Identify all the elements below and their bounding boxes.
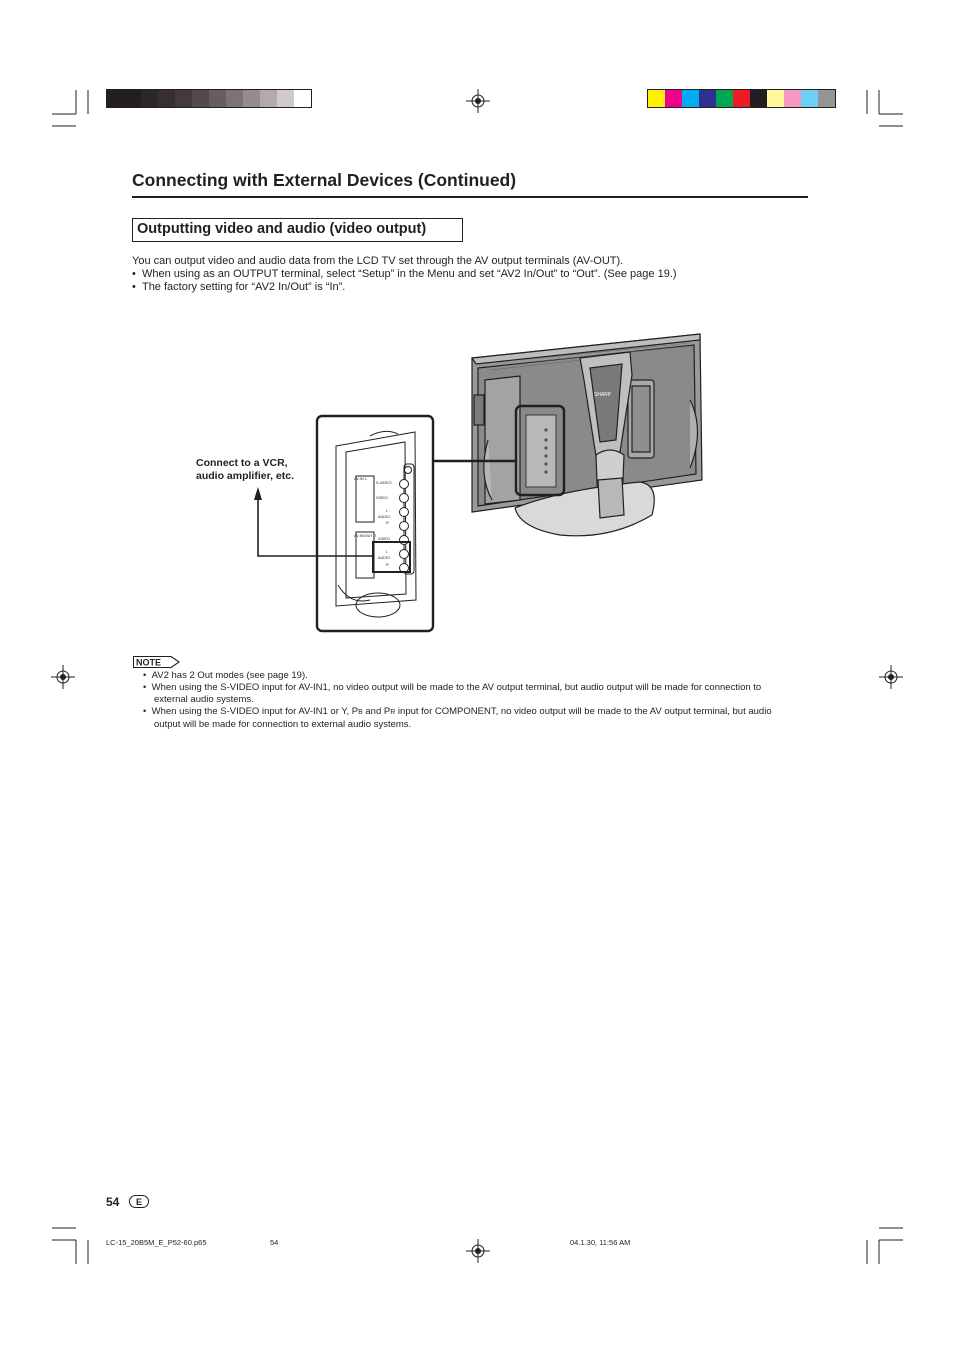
calibration-swatch bbox=[767, 90, 784, 107]
note-item: • When using the S-VIDEO input for AV-IN1, no video output will be made to the AV output terminal, but audio output will be made for connection to external audio systems. bbox=[143, 682, 762, 705]
calibration-swatch bbox=[818, 90, 835, 107]
language-badge: E bbox=[129, 1195, 149, 1208]
section-title: Outputting video and audio (video output) bbox=[137, 221, 427, 237]
calibration-swatch bbox=[750, 90, 767, 107]
registration-mark-left bbox=[51, 665, 75, 689]
brand-logo: SHARP bbox=[594, 392, 612, 398]
page-number: 54 bbox=[106, 1195, 120, 1209]
label-r-2: R bbox=[386, 563, 389, 567]
calibration-swatch bbox=[784, 90, 801, 107]
intro-bullet: • The factory setting for “AV2 In/Out” is “In”. bbox=[132, 281, 346, 293]
label-audio: AUDIO bbox=[378, 515, 391, 519]
calibration-swatch bbox=[175, 90, 192, 107]
intro-text bbox=[132, 255, 812, 294]
note-label bbox=[133, 656, 181, 668]
registration-mark-right bbox=[879, 665, 903, 689]
tv-rear-view bbox=[472, 334, 702, 536]
callout-line-2: audio amplifier, etc. bbox=[196, 470, 295, 482]
calibration-swatch bbox=[243, 90, 260, 107]
notes-list bbox=[143, 670, 793, 731]
footer-timestamp: 04.1.30, 11:56 AM bbox=[570, 1238, 631, 1247]
calibration-swatch bbox=[648, 90, 665, 107]
callout-text bbox=[196, 457, 326, 483]
calibration-swatch bbox=[682, 90, 699, 107]
calibration-swatch bbox=[801, 90, 818, 107]
footer-filename: LC-15_20B5M_E_P52-60.p65 bbox=[106, 1238, 207, 1247]
intro-paragraph: You can output video and audio data from the LCD TV set through the AV output terminals (AV-OUT). bbox=[132, 255, 624, 267]
registration-mark-top bbox=[466, 89, 490, 113]
label-l: L bbox=[386, 509, 389, 513]
title-rule bbox=[132, 196, 808, 198]
calibration-swatch bbox=[665, 90, 682, 107]
calibration-swatch bbox=[733, 90, 750, 107]
calibration-swatch bbox=[277, 90, 294, 107]
calibration-swatch bbox=[124, 90, 141, 107]
color-calibration-bars bbox=[647, 89, 836, 108]
calibration-swatch bbox=[226, 90, 243, 107]
label-av-in-out2: AV-IN/OUT 2 bbox=[354, 534, 376, 538]
label-r: R bbox=[386, 521, 389, 525]
label-l-2: L bbox=[386, 550, 389, 554]
gray-calibration-bars bbox=[106, 89, 312, 108]
page-title: Connecting with External Devices (Continued) bbox=[132, 170, 517, 190]
calibration-swatch bbox=[294, 90, 311, 107]
arrow-head-icon bbox=[254, 487, 262, 500]
note-label-text: NOTE bbox=[136, 657, 162, 668]
callout-line-1: Connect to a VCR, bbox=[196, 457, 288, 469]
registration-mark-bottom bbox=[466, 1239, 490, 1263]
note-item: • When using the S-VIDEO input for AV-IN1 or Y, PB and PR input for COMPONENT, no video output will be made to the AV output terminal, but audio output will be made for connection to external audio systems. bbox=[143, 706, 772, 730]
calibration-swatch bbox=[158, 90, 175, 107]
footer-page: 54 bbox=[270, 1238, 279, 1247]
calibration-swatch bbox=[141, 90, 158, 107]
label-s-video: S-VIDEO bbox=[376, 481, 392, 485]
calibration-swatch bbox=[107, 90, 124, 107]
label-video-2: VIDEO bbox=[378, 537, 390, 541]
calibration-swatch bbox=[716, 90, 733, 107]
intro-bullet: • When using as an OUTPUT terminal, select “Setup” in the Menu and set “AV2 In/Out” to “Out”. (See page 19.) bbox=[132, 268, 677, 280]
calibration-swatch bbox=[260, 90, 277, 107]
calibration-swatch bbox=[209, 90, 226, 107]
calibration-swatch bbox=[192, 90, 209, 107]
calibration-swatch bbox=[699, 90, 716, 107]
label-video: VIDEO bbox=[376, 496, 388, 500]
label-av-in1: AV-IN 1 bbox=[354, 477, 367, 481]
label-audio-2: AUDIO bbox=[378, 556, 391, 560]
note-item: • AV2 has 2 Out modes (see page 19). bbox=[143, 670, 308, 681]
